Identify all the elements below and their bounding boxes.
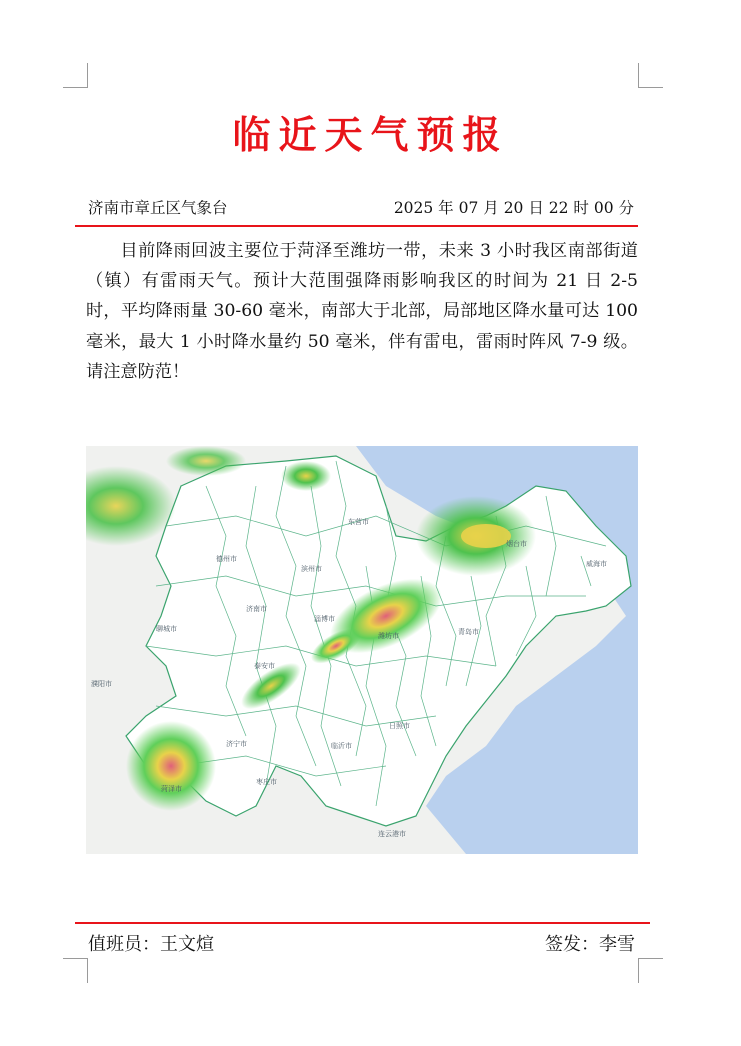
city-label: 东营市 xyxy=(348,518,369,526)
city-label: 淄博市 xyxy=(314,615,335,623)
page-corner-mark xyxy=(638,63,663,88)
city-label: 泰安市 xyxy=(254,662,275,670)
page-corner-mark xyxy=(63,958,88,983)
city-label: 临沂市 xyxy=(331,742,352,750)
city-label: 威海市 xyxy=(586,560,607,568)
city-label: 济宁市 xyxy=(226,740,247,748)
city-label: 德州市 xyxy=(216,555,237,563)
radar-map xyxy=(86,446,638,854)
city-label: 青岛市 xyxy=(458,628,479,636)
city-label: 聊城市 xyxy=(156,625,177,633)
issuer-label: 济南市章丘区气象台 xyxy=(88,199,228,217)
issue-datetime: 2025 年 07 月 20 日 22 时 00 分 xyxy=(393,199,634,217)
duty-officer: 值班员：王文煊 xyxy=(88,934,214,955)
city-label: 济南市 xyxy=(246,605,267,613)
forecast-paragraph: 目前降雨回波主要位于菏泽至潍坊一带，未来 3 小时我区南部街道（镇）有雷雨天气。预计大范围强降雨影响我区的时间为 21 日 2-5 时，平均降雨量 30-60 毫米，南部大于北部，局部地区降水量可达 100 毫米，最大 1 小时降水量约 50 毫米，伴有雷电，雷雨时阵风 7-9 级。请注意防范！ xyxy=(86,241,638,382)
city-label: 枣庄市 xyxy=(256,778,277,786)
city-label: 潍坊市 xyxy=(378,632,399,640)
signoff: 签发：李雪 xyxy=(545,934,635,955)
header-divider xyxy=(75,225,638,227)
city-label: 连云港市 xyxy=(378,830,406,838)
city-label: 濮阳市 xyxy=(91,680,112,688)
page-corner-mark xyxy=(63,63,88,88)
footer-divider xyxy=(75,922,650,924)
city-label: 烟台市 xyxy=(506,540,527,548)
page-corner-mark xyxy=(638,958,663,983)
city-label: 日照市 xyxy=(389,722,410,730)
city-label: 滨州市 xyxy=(301,565,322,573)
city-label: 菏泽市 xyxy=(161,785,182,793)
page-title: 临近天气预报 xyxy=(232,112,509,157)
